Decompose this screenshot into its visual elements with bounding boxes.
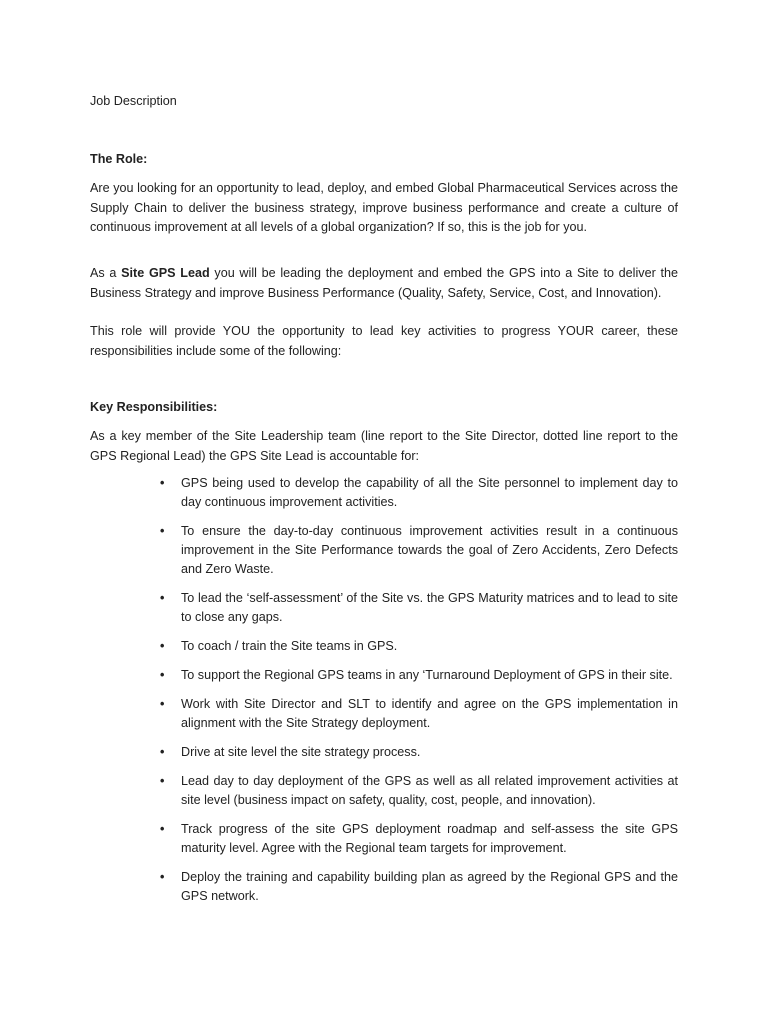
bullet-icon: •: [160, 870, 165, 884]
list-item: [160, 868, 678, 906]
bullet-text: To ensure the day-to-day continuous improvement activities result in a continuous improvement in the Site Performance towards the goal of Zero Accidents, Zero Defects and Zero Waste.: [181, 524, 678, 576]
bullet-text: To coach / train the Site teams in GPS.: [181, 639, 398, 653]
responsibilities-list: [160, 474, 678, 916]
bullet-icon: •: [160, 745, 165, 759]
responsibilities-heading: Key Responsibilities:: [90, 400, 218, 414]
bullet-icon: •: [160, 668, 165, 682]
bullet-icon: •: [160, 524, 165, 538]
bullet-icon: •: [160, 591, 165, 605]
list-item: [160, 820, 678, 858]
role-heading: The Role:: [90, 152, 148, 166]
bullet-text: Track progress of the site GPS deployment roadmap and self-assess the site GPS maturity level. Agree with the Regional team targets for improvement.: [181, 822, 678, 855]
list-item: [160, 637, 678, 656]
bullet-text: GPS being used to develop the capability of all the Site personnel to implement day to day continuous improvement activities.: [181, 476, 678, 509]
bullet-text: Drive at site level the site strategy process.: [181, 745, 421, 759]
bullet-icon: •: [160, 476, 165, 490]
bullet-text: Lead day to day deployment of the GPS as well as all related improvement activities at site level (business impact on safety, quality, cost, people, and innovation).: [181, 774, 678, 807]
list-item: [160, 474, 678, 512]
list-item: [160, 695, 678, 733]
responsibilities-intro: As a key member of the Site Leadership team (line report to the Site Director, dotted line report to the GPS Regional Lead) the GPS Site Lead is accountable for:: [90, 429, 678, 463]
bullet-text: Deploy the training and capability building plan as agreed by the Regional GPS and the GPS network.: [181, 870, 678, 903]
list-item: [160, 666, 678, 685]
bullet-icon: •: [160, 639, 165, 653]
bullet-text: To lead the ‘self-assessment’ of the Site vs. the GPS Maturity matrices and to lead to site to close any gaps.: [181, 591, 678, 624]
list-item: [160, 589, 678, 627]
list-item: [160, 772, 678, 810]
lead-paragraph: [90, 264, 678, 303]
bullet-icon: •: [160, 774, 165, 788]
opportunity-paragraph: This role will provide YOU the opportunity to lead key activities to progress YOUR career, these responsibilities include some of the following:: [90, 324, 678, 358]
lead-prefix: As a: [90, 266, 122, 280]
bullet-text: Work with Site Director and SLT to identify and agree on the GPS implementation in alignment with the Site Strategy deployment.: [181, 697, 678, 730]
bullet-text: To support the Regional GPS teams in any ‘Turnaround Deployment of GPS in their site.: [181, 668, 673, 682]
bullet-icon: •: [160, 822, 165, 836]
document-title: Job Description: [90, 94, 177, 108]
lead-rest: you will be leading the deployment and embed the GPS into a Site to deliver the Business Strategy and improve Business Performance (Quality, Safety, Service, Cost, and Innovation).: [90, 266, 678, 300]
list-item: [160, 522, 678, 579]
list-item: [160, 743, 678, 762]
bullet-icon: •: [160, 697, 165, 711]
role-paragraph: Are you looking for an opportunity to lead, deploy, and embed Global Pharmaceutical Services across the Supply Chain to deliver the business strategy, improve business performance and create a culture of continuous improvement at all levels of a global organization? If so, this is the job for you.: [90, 181, 678, 234]
lead-role-name: Site GPS Lead: [121, 266, 210, 280]
